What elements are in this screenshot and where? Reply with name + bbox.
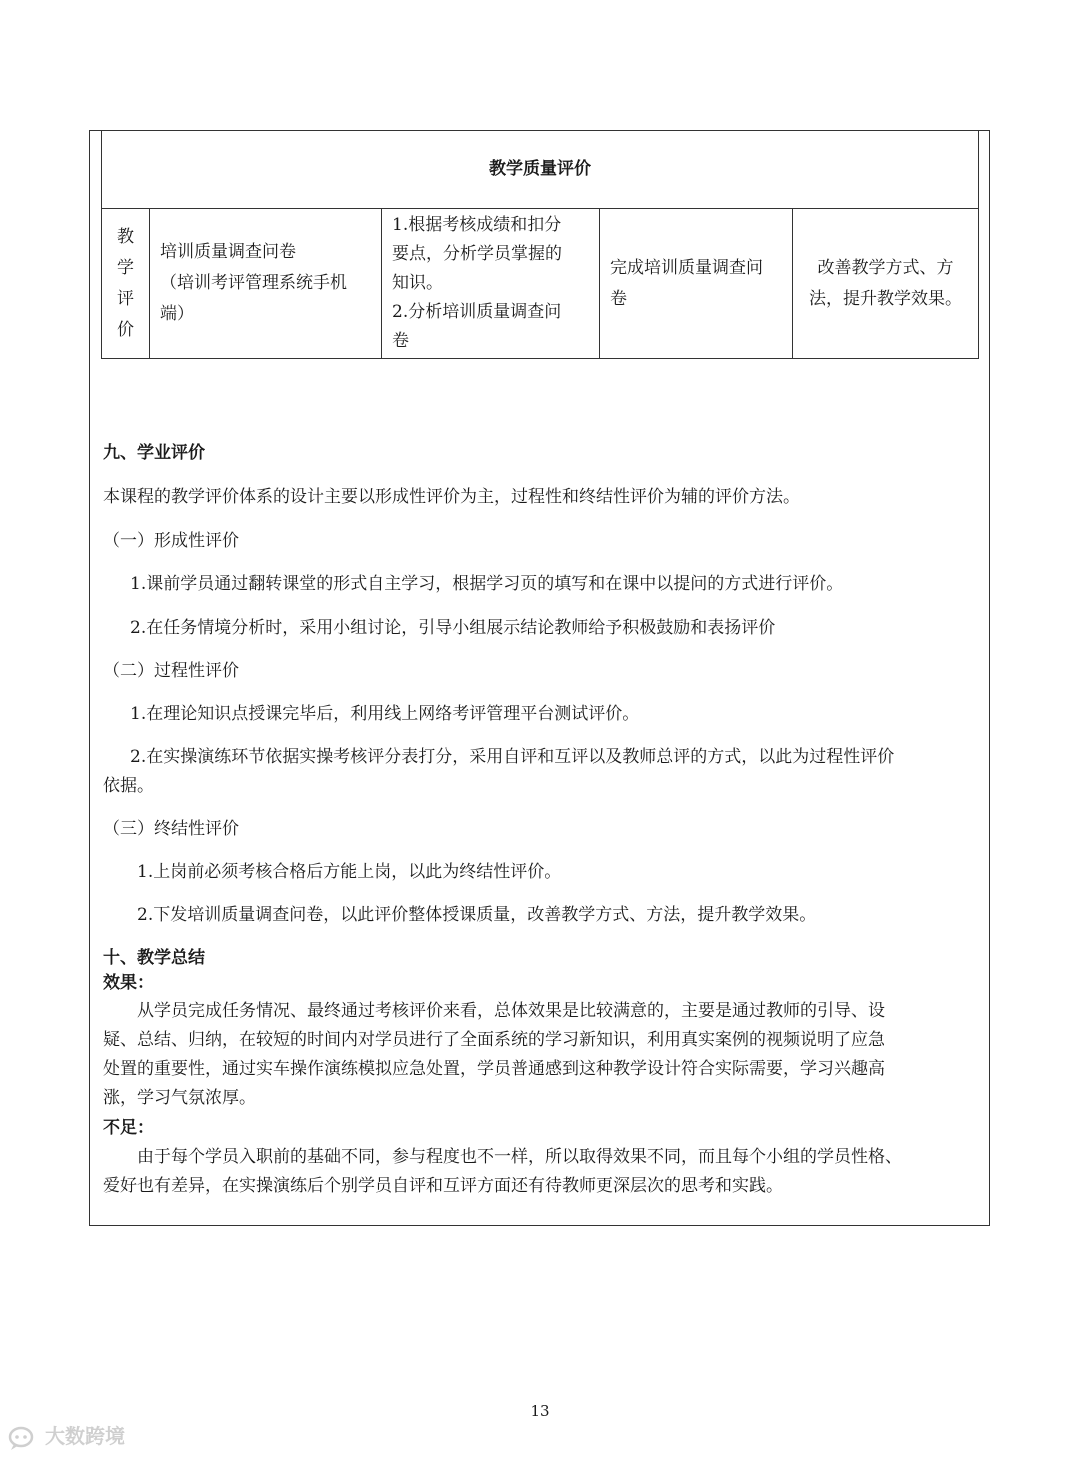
summative-item-2: 2.下发培训质量调查问卷，以此评价整体授课质量，改善教学方式、方法，提升教学效果。: [137, 905, 817, 925]
section9-heading: 九、学业评价: [103, 443, 205, 463]
process-item-1: 1.在理论知识点授课完毕后，利用线上网络考评管理平台测试评价。: [130, 704, 640, 724]
tool-cell: 培训质量调查问卷 （培训考评管理系统手机 端）: [150, 209, 382, 359]
sub-heading-summative: （三）终结性评价: [103, 819, 239, 839]
table-title: 教学质量评价: [102, 130, 979, 209]
formative-item-2: 2.在任务情境分析时，采用小组讨论，引导小组展示结论教师给予积极鼓励和表扬评价: [130, 618, 776, 638]
goal-cell: 改善教学方式、方 法，提升教学效果。: [793, 209, 979, 359]
row-label: 教 学 评 价: [102, 209, 150, 359]
watermark: 大数跨境: [8, 1420, 148, 1456]
quality-evaluation-table: [101, 130, 979, 359]
process-item-2: 2.在实操演练环节依据实操考核评分表打分，采用自评和互评以及教师总评的方式，以此为过程性评价: [130, 747, 895, 767]
effect-label: 效果：: [103, 973, 154, 993]
shortcoming-label: 不足：: [103, 1118, 154, 1138]
page-number: 13: [530, 1402, 550, 1420]
method-cell: 1.根据考核成绩和扣分 要点，分析学员掌握的 知识。 2.分析培训质量调查问 卷: [382, 209, 600, 359]
task-cell: 完成培训质量调查问 卷: [600, 209, 793, 359]
sub-heading-formative: （一）形成性评价: [103, 531, 239, 551]
formative-item-1: 1.课前学员通过翻转课堂的形式自主学习，根据学习页的填写和在课中以提问的方式进行评价。: [130, 574, 844, 594]
process-item-2-cont: 依据。: [103, 776, 154, 796]
section9-intro: 本课程的教学评价体系的设计主要以形成性评价为主，过程性和终结性评价为辅的评价方法。: [103, 487, 800, 507]
section10-heading: 十、教学总结: [103, 948, 205, 968]
sub-heading-process: （二）过程性评价: [103, 661, 239, 681]
summative-item-1: 1.上岗前必须考核合格后方能上岗，以此为终结性评价。: [137, 862, 562, 882]
watermark-logo-icon: [8, 1425, 38, 1451]
effect-paragraph: 从学员完成任务情况、最终通过考核评价来看，总体效果是比较满意的，主要是通过教师的引导、设 疑、总结、归纳，在较短的时间内对学员进行了全面系统的学习新知识，利用真实案例的视频说明了应急 处置的重要性，通过实车操作演练模拟应急处置，学员普通感到这种教学设计符合实际需要，学习兴趣高 涨，学习气氛浓厚。: [103, 1001, 885, 1108]
shortcoming-paragraph: 由于每个学员入职前的基础不同，参与程度也不一样，所以取得效果不同，而且每个小组的学员性格、 爱好也有差异，在实操演练后个别学员自评和互评方面还有待教师更深层次的思考和实践。: [103, 1147, 902, 1196]
